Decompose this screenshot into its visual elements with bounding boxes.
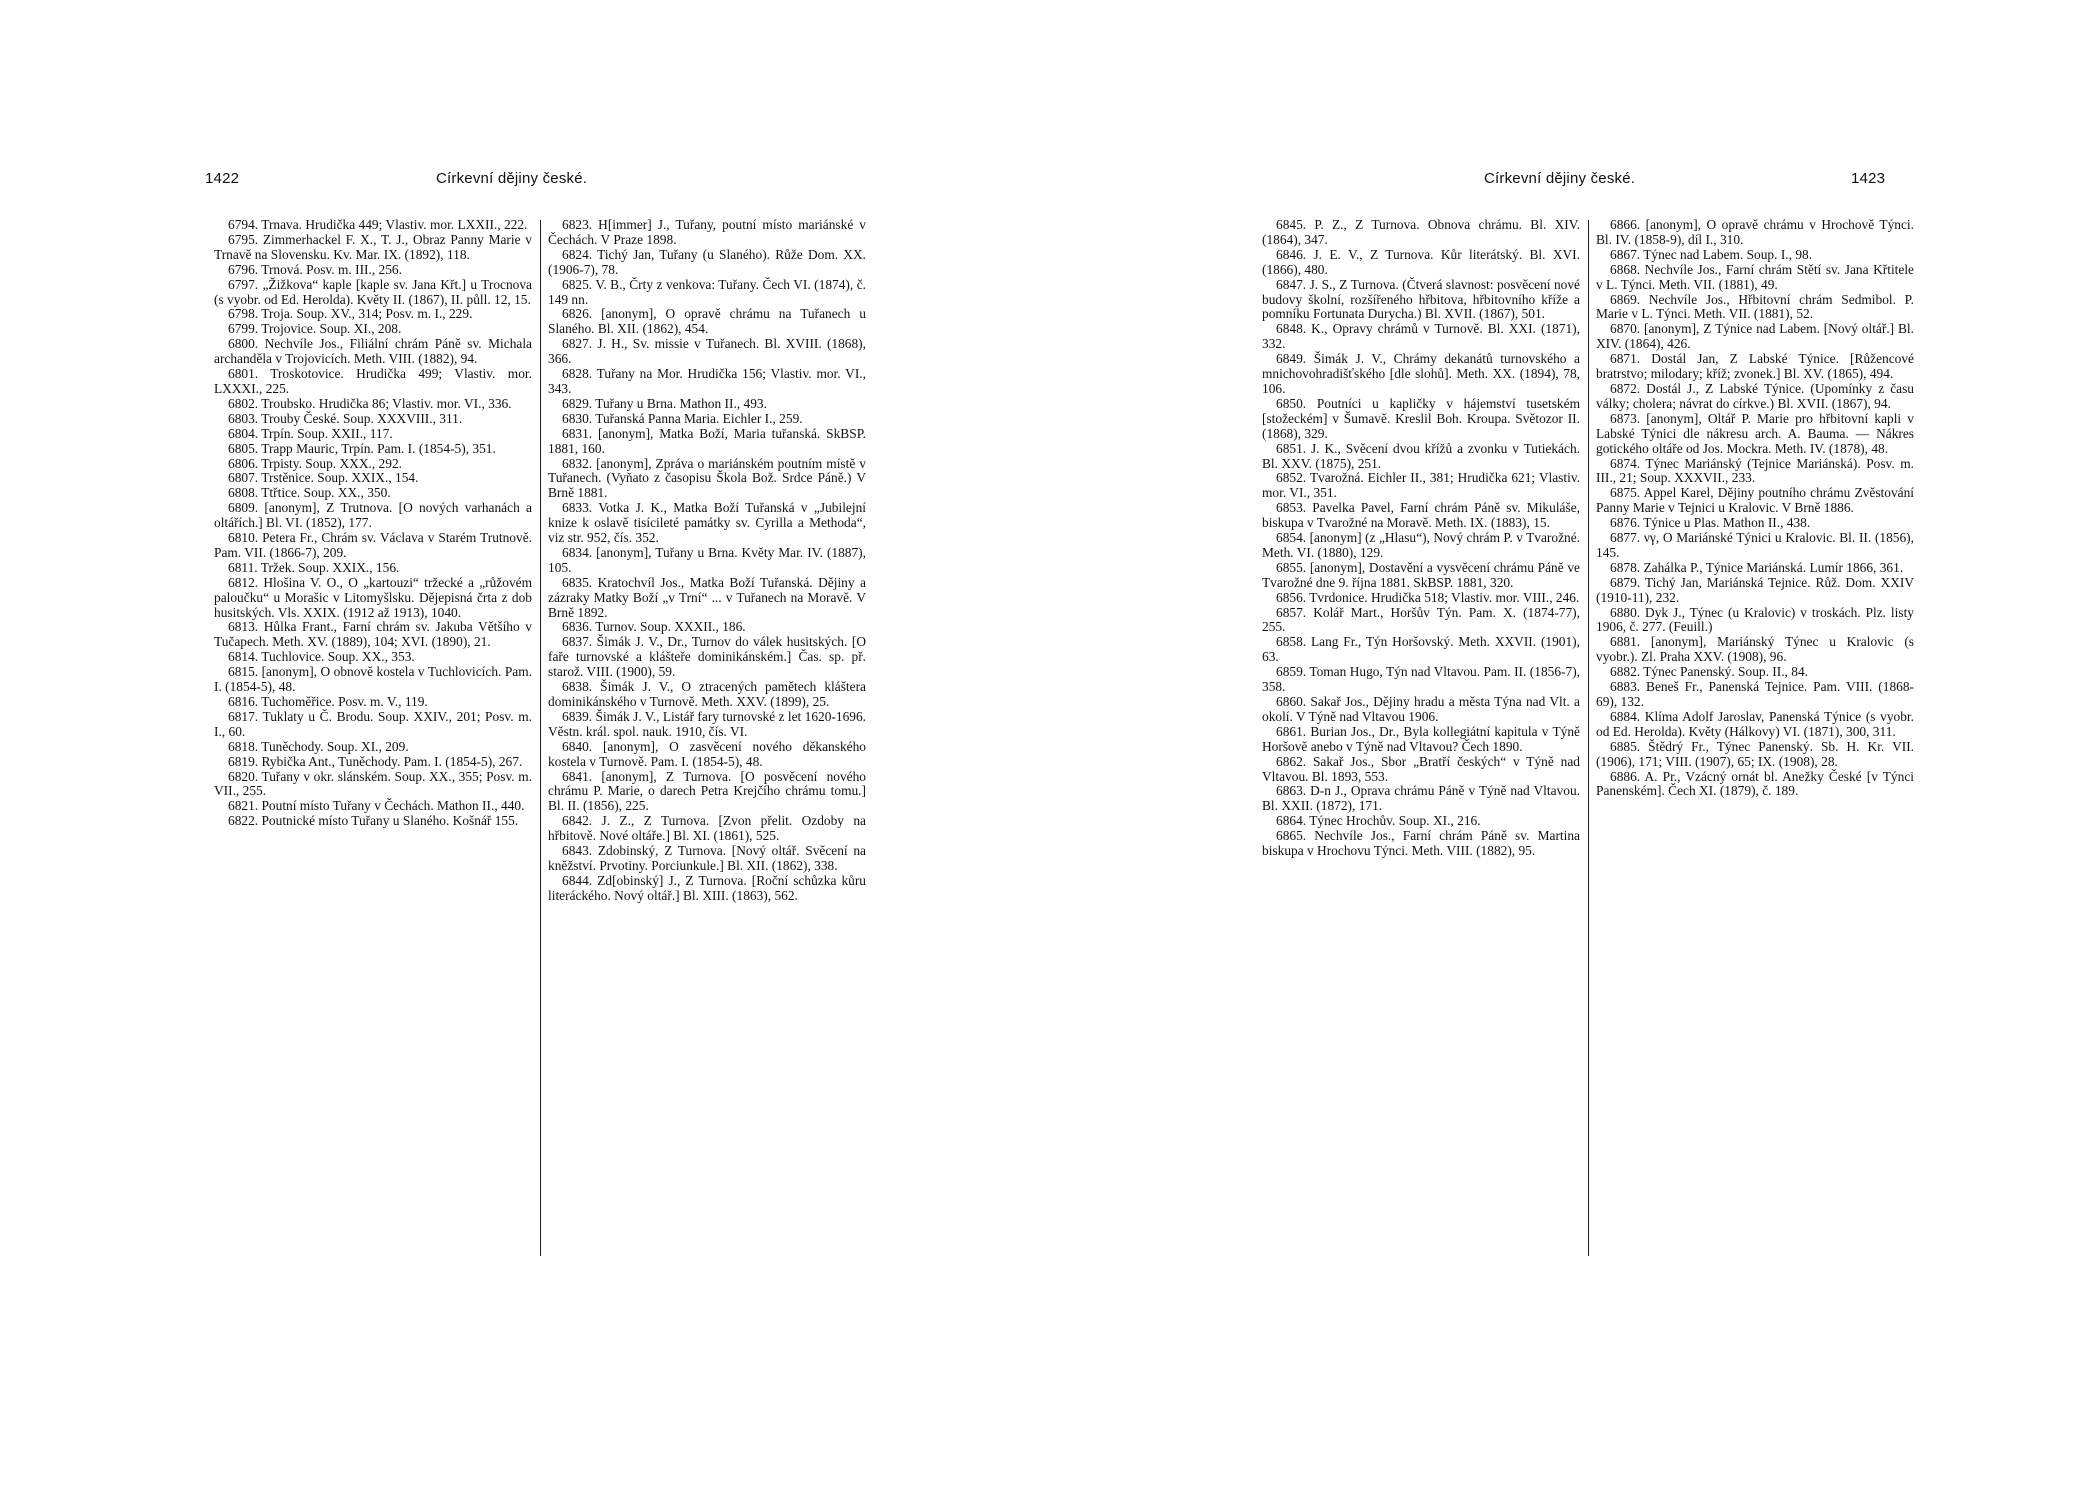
bibliography-entry: 6880. Dyk J., Týnec (u Kralovic) v troskách. Plz. listy 1906, č. 277. (Feuill.) [1596,604,1914,635]
bibliography-entry: 6822. Poutnické místo Tuřany u Slaného. Košnář 155. [228,813,519,829]
column-2 [548,218,866,904]
bibliography-entry: 6820. Tuřany v okr. slánském. Soup. XX., 355; Posv. m. VII., 255. [214,768,532,799]
bibliography-entry: 6879. Tichý Jan, Mariánská Tejnice. Růž. Dom. XXIV (1910-11), 232. [1596,574,1914,605]
bibliography-entry: 6864. Týnec Hrochův. Soup. XI., 216. [1276,813,1481,829]
bibliography-entry: 6825. V. B., Črty z venkova: Tuřany. Čech VI. (1874), č. 149 nn. [548,276,866,307]
bibliography-entry: 6796. Trnová. Posv. m. III., 256. [228,261,402,277]
column-2 [1596,218,1914,799]
bibliography-entry: 6856. Tvrdonice. Hrudička 518; Vlastiv. mor. VIII., 246. [1276,589,1580,605]
column-divider [540,220,541,1256]
right-page [1048,0,2096,1500]
running-title: Církevní dějiny české. [436,170,588,187]
bibliography-entry: 6851. J. K., Svěcení dvou křížů a zvonku v Tutiekách. Bl. XXV. (1875), 251. [1262,440,1580,471]
column-1 [1262,218,1580,859]
bibliography-entry: 6817. Tuklaty u Č. Brodu. Soup. XXIV., 201; Posv. m. I., 60. [214,708,532,739]
bibliography-entry: 6843. Zdobinský, Z Turnova. [Nový oltář. Svěcení na kněžství. Prvotiny. Porciunkule.] Bl. XII. (1862), 338. [548,843,866,873]
bibliography-entry: 6824. Tichý Jan, Tuřany (u Slaného). Růže Dom. XX. (1906-7), 78. [548,246,866,277]
bibliography-entry: 6882. Týnec Panenský. Soup. II., 84. [1610,664,1808,680]
bibliography-entry: 6853. Pavelka Pavel, Farní chrám Páně sv. Mikuláše, biskupa v Tvarožné na Moravě. Meth. IX. (1883), 15. [1262,500,1580,531]
bibliography-entry: 6857. Kolář Mart., Horšův Týn. Pam. X. (1874-77), 255. [1262,604,1580,635]
bibliography-entry: 6854. [anonym] (z „Hlasu“), Nový chrám P. v Tvarožné. Meth. VI. (1880), 129. [1262,530,1580,560]
bibliography-entry: 6816. Tuchoměřice. Posv. m. V., 119. [228,694,428,709]
bibliography-entry: 6847. J. S., Z Turnova. (Čtverá slavnost: posvěcení nové budovy školní, rozšířeného hřbitova, hřbitovního kříže a pomníku Fortunata Durycha.) Bl. XVII. (1867), 501. [1262,276,1580,322]
page-number: 1423 [1851,170,1886,187]
bibliography-entry: 6834. [anonym], Tuřany u Brna. Květy Mar. IV. (1887), 105. [548,544,866,575]
bibliography-entry: 6818. Tuněchody. Soup. XI., 209. [228,738,409,754]
bibliography-entry: 6832. [anonym], Zpráva o mariánském poutním místě v Tuřanech. (Vyňato z časopisu Škola Bož. Srdce Páně.) V Brně 1881. [548,455,866,501]
bibliography-entry: 6855. [anonym], Dostavění a vysvěcení chrámu Páně ve Tvarožné dne 9. října 1881. SkBSP. 1881, 320. [1262,559,1580,590]
bibliography-entry: 6808. Ttřtice. Soup. XX., 350. [228,485,391,501]
column-1 [214,218,532,829]
bibliography-entry: 6858. Lang Fr., Týn Horšovský. Meth. XXVII. (1901), 63. [1262,634,1580,665]
bibliography-entry: 6833. Votka J. K., Matka Boží Tuřanská v „Jubilejní knize k oslavě tisícileté památky sv. Cyrilla a Methoda“, viz str. 952, čís. 352. [548,500,866,546]
bibliography-entry: 6884. Klíma Adolf Jaroslav, Panenská Týnice (s vyobr. od Ed. Herolda). Květy (Hálkovy) VI. (1871), 300, 311. [1596,708,1914,739]
bibliography-entry: 6830. Tuřanská Panna Maria. Eichler I., 259. [562,410,803,426]
bibliography-entry: 6814. Tuchlovice. Soup. XX., 353. [228,649,415,665]
bibliography-entry: 6837. Šimák J. V., Dr., Turnov do válek husitských. [O faře turnovské a klášteře dominikánském.] Čas. sp. př. starož. VIII. (1900), 59. [548,634,866,680]
bibliography-entry: 6844. Zd[obinský] J., Z Turnova. [Roční schůzka kůru literáckého. Nový oltář.] Bl. XIII. (1863), 562. [548,872,866,903]
bibliography-entry: 6870. [anonym], Z Týnice nad Labem. [Nový oltář.] Bl. XIV. (1864), 426. [1596,321,1914,352]
bibliography-entry: 6826. [anonym], O opravě chrámu na Tuřanech u Slaného. Bl. XII. (1862), 454. [548,306,866,337]
bibliography-entry: 6848. K., Opravy chrámů v Turnově. Bl. XXI. (1871), 332. [1262,321,1580,352]
bibliography-entry: 6845. P. Z., Z Turnova. Obnova chrámu. Bl. XIV. (1864), 347. [1262,217,1580,247]
bibliography-entry: 6805. Trapp Mauric, Trpín. Pam. I. (1854-5), 351. [228,440,496,456]
bibliography-entry: 6794. Trnava. Hrudička 449; Vlastiv. mor. LXXII., 222. [228,217,528,232]
bibliography-entry: 6867. Týnec nad Labem. Soup. I., 98. [1610,246,1813,262]
bibliography-entry: 6815. [anonym], O obnově kostela v Tuchlovicích. Pam. I. (1854-5), 48. [214,664,532,695]
bibliography-entry: 6841. [anonym], Z Turnova. [O posvěcení nového chrámu P. Marie, o darech Petra Krejčího chrámu tomu.] Bl. II. (1856), 225. [548,768,866,814]
running-title: Církevní dějiny české. [1484,170,1636,187]
bibliography-entry: 6831. [anonym], Matka Boží, Maria tuřanská. SkBSP. 1881, 160. [548,425,866,456]
bibliography-entry: 6812. Hlošina V. O., O „kartouzi“ tržecké a „růžovém paloučku“ u Morašic v Litomyšlsku. Dějepisná črta z dob husitských. Vls. XXIX. (1912 až 1913), 1040. [214,574,532,620]
bibliography-entry: 6865. Nechvíle Jos., Farní chrám Páně sv. Martina biskupa v Hrochovu Týnci. Meth. VIII. (1882), 95. [1262,828,1580,859]
bibliography-entry: 6885. Štědrý Fr., Týnec Panenský. Sb. H. Kr. VII. (1906), 171; VIII. (1907), 65; IX. (1908), 28. [1596,738,1914,769]
bibliography-entry: 6809. [anonym], Z Trutnova. [O nových varhanách a oltářích.] Bl. VI. (1852), 177. [214,500,532,531]
bibliography-entry: 6883. Beneš Fr., Panenská Tejnice. Pam. VIII. (1868-69), 132. [1596,679,1914,709]
bibliography-entry: 6806. Trpisty. Soup. XXX., 292. [228,455,402,471]
bibliography-entry: 6881. [anonym], Mariánský Týnec u Kralovic (s vyobr.). Zl. Praha XXV. (1908), 96. [1596,634,1914,665]
bibliography-entry: 6799. Trojovice. Soup. XI., 208. [228,321,402,337]
bibliography-entry: 6821. Poutní místo Tuřany v Čechách. Mathon II., 440. [228,798,525,814]
bibliography-entry: 6813. Hůlka Frant., Farní chrám sv. Jakuba Většího v Tučapech. Meth. XV. (1889), 104; XVI. (1890), 21. [214,619,532,650]
bibliography-entry: 6863. D-n J., Oprava chrámu Páně v Týně nad Vltavou. Bl. XXII. (1872), 171. [1262,783,1580,814]
bibliography-entry: 6798. Troja. Soup. XV., 314; Posv. m. I., 229. [228,306,473,322]
bibliography-entry: 6803. Trouby České. Soup. XXXVIII., 311. [228,410,463,426]
bibliography-entry: 6849. Šimák J. V., Chrámy dekanátů turnovského a mnichovohradišťského [dle slohů]. Meth. XX. (1894), 78, 106. [1262,351,1580,396]
bibliography-entry: 6795. Zimmerhackel F. X., T. J., Obraz Panny Marie v Trnavě na Slovensku. Kv. Mar. IX. (1892), 118. [214,231,532,262]
bibliography-entry: 6807. Trstěnice. Soup. XXIX., 154. [228,470,419,486]
bibliography-entry: 6886. A. Pr., Vzácný ornát bl. Anežky České [v Týnci Panenském]. Čech XI. (1879), č. 189. [1596,768,1914,799]
page-number: 1422 [205,170,240,187]
bibliography-entry: 6842. J. Z., Z Turnova. [Zvon přelit. Ozdoby na hřbitově. Nové oltáře.] Bl. XI. (1861), 525. [548,813,866,844]
bibliography-entry: 6878. Zahálka P., Týnice Mariánská. Lumír 1866, 361. [1610,559,1904,575]
bibliography-entry: 6802. Troubsko. Hrudička 86; Vlastiv. mor. VI., 336. [228,395,512,411]
bibliography-entry: 6797. „Žižkova“ kaple [kaple sv. Jana Křt.] u Trocnova (s vyobr. od Ed. Herolda). Květy II. (1867), II. půll. 12, 15. [214,276,532,307]
bibliography-entry: 6875. Appel Karel, Dějiny poutního chrámu Zvěstování Panny Marie v Tejnici u Kralovic. V Brně 1886. [1596,485,1914,516]
bibliography-entry: 6835. Kratochvíl Jos., Matka Boží Tuřanská. Dějiny a zázraky Matky Boží „v Trní“ ... v Tuřanech na Moravě. V Brně 1892. [548,574,866,620]
bibliography-entry: 6861. Burian Jos., Dr., Byla kollegiátní kapitula v Týně Horšově anebo v Týně nad Vltavou? Čech 1890. [1262,723,1580,754]
bibliography-entry: 6860. Sakař Jos., Dějiny hradu a města Týna nad Vlt. a okolí. V Týně nad Vltavou 1906. [1262,694,1580,724]
bibliography-entry: 6846. J. E. V., Z Turnova. Kůr literátský. Bl. XVI. (1866), 480. [1262,246,1580,277]
bibliography-entry: 6874. Týnec Mariánský (Tejnice Mariánská). Posv. m. III., 21; Soup. XXXVII., 233. [1596,455,1914,486]
bibliography-entry: 6836. Turnov. Soup. XXXII., 186. [562,619,746,635]
bibliography-entry: 6828. Tuřany na Mor. Hrudička 156; Vlastiv. mor. VI., 343. [548,366,866,396]
bibliography-entry: 6827. J. H., Sv. missie v Tuřanech. Bl. XVIII. (1868), 366. [548,336,866,367]
bibliography-entry: 6850. Poutníci u kapličky v hájemství tusetském [stožeckém] v Šumavě. Kreslil Boh. Kroupa. Světozor II. (1868), 329. [1262,395,1580,441]
bibliography-entry: 6839. Šimák J. V., Listář fary turnovské z let 1620-1696. Věstn. král. spol. nauk. 1910, čís. VI. [548,708,866,739]
bibliography-entry: 6871. Dostál Jan, Z Labské Týnice. [Růžencové bratrstvo; milodary; kříž; zvonek.] Bl. XV. (1865), 494. [1596,351,1914,382]
bibliography-entry: 6838. Šimák J. V., O ztracených pamětech kláštera dominikánského v Turnově. Meth. XXV. (1899), 25. [548,679,866,709]
bibliography-entry: 6868. Nechvíle Jos., Farní chrám Stětí sv. Jana Křtitele v L. Týnci. Meth. VII. (1881), 49. [1596,261,1914,292]
bibliography-entry: 6823. H[immer] J., Tuřany, poutní místo mariánské v Čechách. V Praze 1898. [548,217,866,247]
bibliography-entry: 6829. Tuřany u Brna. Mathon II., 493. [562,395,767,411]
bibliography-entry: 6810. Petera Fr., Chrám sv. Václava v Starém Trutnově. Pam. VII. (1866-7), 209. [214,530,532,560]
bibliography-entry: 6804. Trpín. Soup. XXII., 117. [228,425,393,441]
bibliography-entry: 6811. Tržek. Soup. XXIX., 156. [228,559,400,575]
bibliography-entry: 6852. Tvarožná. Eichler II., 381; Hrudička 621; Vlastiv. mor. VI., 351. [1262,470,1580,501]
bibliography-entry: 6877. νγ, O Mariánské Týnici u Kralovic. Bl. II. (1856), 145. [1596,530,1914,560]
column-divider [1588,220,1589,1256]
bibliography-entry: 6800. Nechvíle Jos., Filiální chrám Páně sv. Michala archanděla v Trojovicích. Meth. VIII. (1882), 94. [214,336,532,367]
bibliography-entry: 6876. Týnice u Plas. Mathon II., 438. [1610,515,1811,531]
bibliography-entry: 6869. Nechvíle Jos., Hřbitovní chrám Sedmibol. P. Marie v L. Týnci. Meth. VII. (1881), 52. [1596,291,1914,322]
bibliography-entry: 6819. Rybička Ant., Tuněchody. Pam. I. (1854-5), 267. [228,753,523,769]
bibliography-entry: 6801. Troskotovice. Hrudička 499; Vlastiv. mor. LXXXI., 225. [214,366,532,396]
bibliography-entry: 6840. [anonym], O zasvěcení nového děkanského kostela v Turnově. Pam. I. (1854-5), 48. [548,738,866,769]
bibliography-entry: 6872. Dostál J., Z Labské Týnice. (Upomínky z času války; cholera; návrat do církve.) Bl. XVII. (1867), 94. [1596,380,1914,411]
bibliography-entry: 6873. [anonym], Oltář P. Marie pro hřbitovní kapli v Labské Týnici dle nákresu arch. A. Bauma. — Nákres gotického oltáře od Jos. Mockra. Meth. IV. (1878), 48. [1596,410,1914,456]
bibliography-entry: 6859. Toman Hugo, Týn nad Vltavou. Pam. II. (1856-7), 358. [1262,664,1580,695]
bibliography-entry: 6866. [anonym], O opravě chrámu v Hrochově Týnci. Bl. IV. (1858-9), díl I., 310. [1596,217,1914,247]
bibliography-entry: 6862. Sakař Jos., Sbor „Bratří českých“ v Týně nad Vltavou. Bl. 1893, 553. [1262,753,1580,784]
